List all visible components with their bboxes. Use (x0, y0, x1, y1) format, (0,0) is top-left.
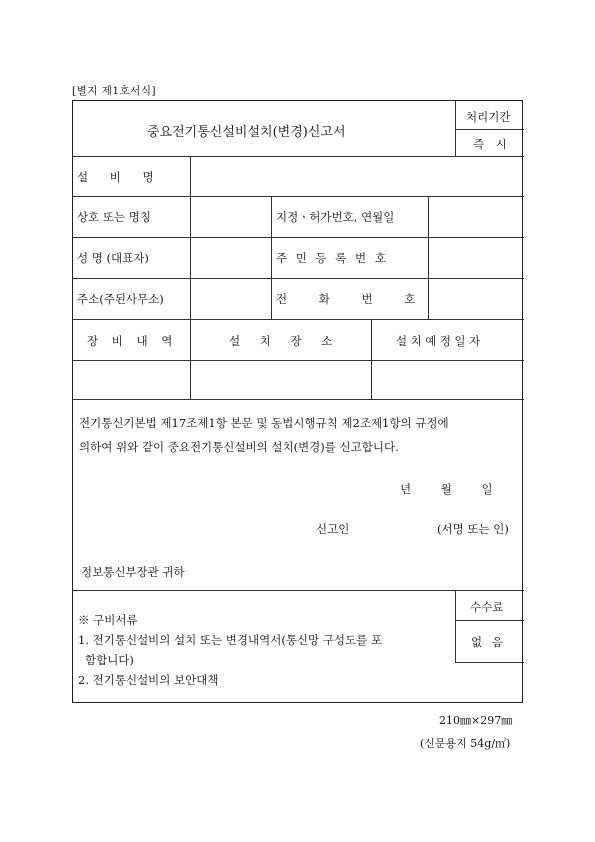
equipment-field[interactable] (74, 361, 190, 399)
facility-name-label: 설 비 명 (77, 170, 154, 184)
divider (455, 129, 524, 130)
representative-name-label: 성 명 (대표자) (77, 251, 149, 265)
applicant-label: 신고인 (316, 522, 350, 536)
permit-label: 지정ㆍ허가번호, 연월일 (276, 210, 395, 224)
document-item-1: 1. 전기통신설비의 설치 또는 변경내역서(통신망 구성도를 포 (78, 633, 383, 647)
location-field[interactable] (191, 361, 371, 399)
fee-label: 수수료 (470, 600, 504, 614)
divider (73, 399, 524, 400)
declaration-line-2: 의하여 위와 같이 중요전기통신설비의 설치(변경)를 신고합니다. (79, 440, 399, 454)
paper-type: (신문용지 54g/㎡) (420, 737, 511, 750)
divider (271, 196, 272, 319)
divider (455, 590, 456, 662)
divider (73, 590, 524, 591)
address-field[interactable] (191, 279, 271, 319)
location-header: 설 치 장 소 (229, 334, 333, 348)
facility-name-field[interactable] (191, 157, 523, 196)
representative-name-field[interactable] (191, 238, 271, 278)
phone-field[interactable] (429, 279, 523, 319)
report-form (72, 100, 523, 703)
signature-label: (서명 또는 인) (437, 522, 509, 536)
address-label: 주소(주된사무소) (77, 292, 164, 306)
company-name-label: 상호 또는 명칭 (77, 210, 151, 224)
divider (73, 319, 524, 320)
phone-label: 전 화 번 호 (276, 292, 416, 306)
permit-field[interactable] (429, 197, 523, 237)
form-title: 중요전기통신설비설치(변경)신고서 (147, 125, 346, 140)
divider (455, 620, 524, 621)
date-line: 년 월 일 (400, 482, 493, 496)
company-name-field[interactable] (191, 197, 271, 237)
processing-period-value: 즉 시 (473, 137, 511, 151)
divider (455, 662, 524, 663)
declaration-line-1: 전기통신기본법 제17조제1항 본문 및 동법시행규칙 제2조제1항의 규정에 (79, 416, 449, 430)
processing-period-label: 처리기간 (466, 110, 511, 124)
fee-value: 없 음 (471, 635, 506, 649)
document-item-2: 2. 전기통신설비의 보안대책 (78, 673, 219, 687)
documents-heading: ※ 구비서류 (78, 613, 138, 627)
resident-number-label: 주 민 등 록 번 호 (276, 251, 386, 265)
scheduled-date-field[interactable] (372, 361, 523, 399)
form-number: [별지 제1호서식] (72, 85, 157, 97)
document-item-1-cont: 함합니다) (85, 653, 134, 667)
scheduled-date-header: 설치예정일자 (396, 334, 484, 348)
resident-number-field[interactable] (429, 238, 523, 278)
paper-size: 210㎜×297㎜ (439, 714, 513, 727)
equipment-header: 장 비 내 역 (87, 334, 173, 348)
recipient: 정보통신부장관 귀하 (81, 565, 185, 579)
